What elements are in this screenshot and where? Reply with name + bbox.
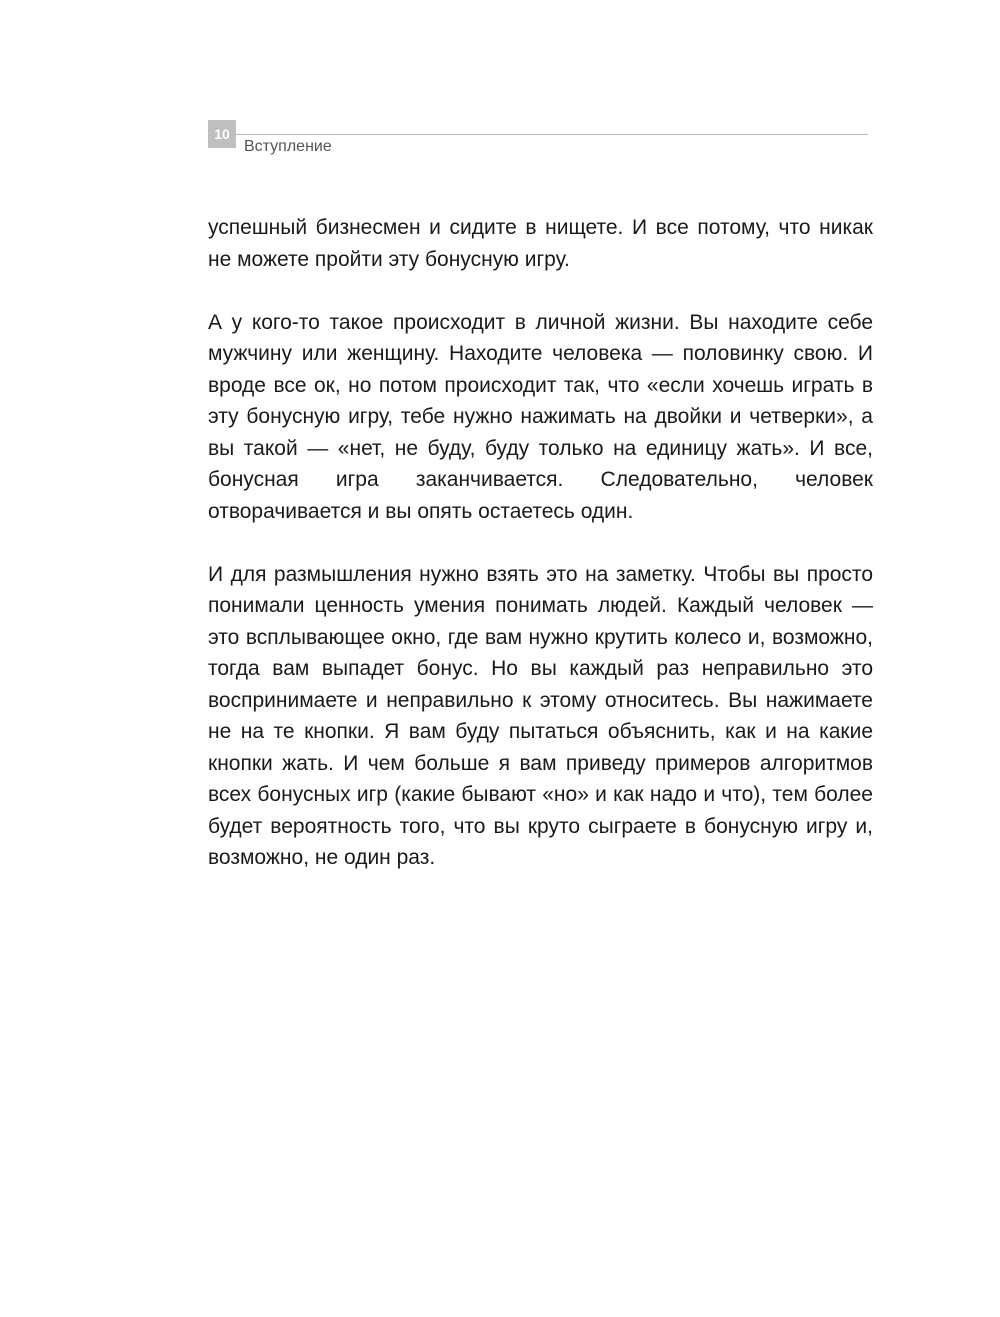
page-header (208, 120, 868, 160)
paragraph: И для размышления нужно взять это на заметку. Чтобы вы просто понимали ценность умения понимать людей. Каждый человек — это всплывающее окно, где вам нужно крутить колесо и, возможно, тогда вам выпадет бонус. Но вы каждый раз неправильно это воспринимаете и неправильно к этому относитесь. Вы нажимаете не на те кнопки. Я вам буду пытаться объяснить, как и на какие кнопки жать. И чем больше я вам приведу примеров алгоритмов всех бонусных игр (какие бывают «но» и как надо и что), тем более будет вероятность того, что вы круто сыграете в бонусную игру и, возможно, не один раз. (208, 562, 873, 869)
header-rule (236, 134, 868, 135)
paragraph: успешный бизнесмен и сидите в нищете. И все потому, что никак не можете пройти эту бонусную игру. (208, 216, 873, 271)
chapter-title: Вступление (244, 138, 332, 155)
page-number: 10 (208, 120, 236, 148)
body-text (208, 212, 873, 874)
paragraph: А у кого-то такое происходит в личной жизни. Вы находите себе мужчину или женщину. Находите человека — половинку свою. И вроде все ок, но потом происходит так, что «если хочешь играть в эту бонусную игру, тебе нужно нажимать на двойки и четверки», а вы такой — «нет, не буду, буду только на единицу жать». И все, бонусная игра заканчивается. Следовательно, человек отворачивается и вы опять остаетесь один. (208, 310, 873, 523)
